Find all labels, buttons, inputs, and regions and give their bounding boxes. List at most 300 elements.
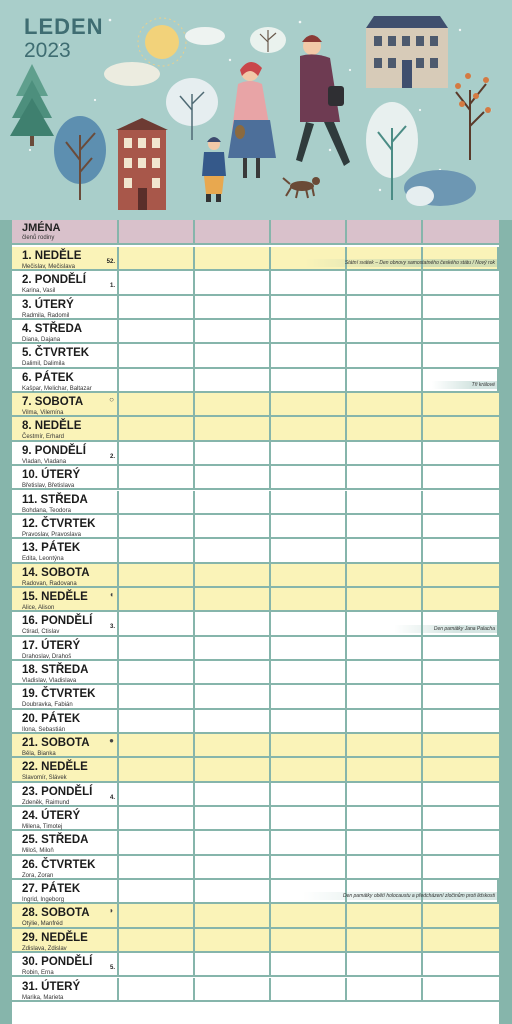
- day-row: [12, 685, 499, 709]
- name-day: Ingrid, Ingeborg: [22, 897, 65, 904]
- moon-phase-icon: ●: [109, 736, 114, 745]
- name-day: Otýlie, Manfréd: [22, 921, 63, 928]
- entry-cell[interactable]: [423, 831, 499, 853]
- entry-cell[interactable]: [423, 466, 499, 488]
- entry-cell[interactable]: [347, 369, 423, 391]
- name-day: Vladislav, Vladislava: [22, 677, 77, 684]
- day-label-cell: [12, 929, 119, 951]
- entry-cell[interactable]: [119, 758, 195, 780]
- entry-cell[interactable]: [271, 904, 347, 926]
- entry-cell[interactable]: [423, 783, 499, 805]
- entry-cell[interactable]: [271, 539, 347, 561]
- family-member-column[interactable]: [271, 220, 347, 243]
- entry-cell[interactable]: [347, 978, 423, 1000]
- entry-cell[interactable]: [347, 856, 423, 878]
- entry-cell[interactable]: [347, 929, 423, 951]
- name-day: Zdeněk, Raimund: [22, 799, 70, 806]
- entry-cell[interactable]: [119, 710, 195, 732]
- day-title: 21. SOBOTA: [22, 737, 90, 749]
- entry-cell[interactable]: [119, 685, 195, 707]
- entry-cell[interactable]: [347, 807, 423, 829]
- entry-cell[interactable]: [347, 417, 423, 439]
- entry-cell[interactable]: [423, 491, 499, 513]
- day-title: 10. ÚTERÝ: [22, 469, 81, 482]
- entry-cell[interactable]: [347, 466, 423, 488]
- table-header-row: [12, 220, 499, 245]
- entry-cell[interactable]: [271, 685, 347, 707]
- entry-cell[interactable]: [119, 344, 195, 366]
- day-title: 5. ČTVRTEK: [22, 347, 90, 360]
- day-row: [12, 320, 499, 344]
- entry-cell[interactable]: [347, 515, 423, 537]
- family-member-column[interactable]: [347, 220, 423, 243]
- day-row: [12, 612, 499, 636]
- entry-cell[interactable]: [195, 758, 271, 780]
- entry-cell[interactable]: [195, 904, 271, 926]
- month-title: [24, 16, 104, 61]
- day-label-cell: [12, 637, 119, 659]
- week-number: 3.: [109, 624, 115, 631]
- entry-cell[interactable]: [119, 807, 195, 829]
- day-label-cell: [12, 417, 119, 439]
- tree-icon: [166, 78, 218, 140]
- name-day: Radmila, Radomil: [22, 312, 70, 319]
- entry-cell[interactable]: [195, 783, 271, 805]
- day-title: 14. SOBOTA: [22, 566, 90, 579]
- names-header-title: JMÉNA: [22, 222, 61, 234]
- day-row: [12, 466, 499, 490]
- entry-cell[interactable]: [119, 271, 195, 293]
- entry-cell[interactable]: [119, 393, 195, 415]
- moon-phase-icon: ○: [109, 395, 114, 405]
- day-label-cell: [12, 369, 119, 391]
- family-member-column[interactable]: [119, 220, 195, 243]
- year: 2023: [24, 39, 71, 62]
- week-number: 4.: [109, 794, 115, 801]
- entry-cell[interactable]: [423, 661, 499, 683]
- entry-cell[interactable]: [195, 807, 271, 829]
- name-day: Vladan, Vladana: [22, 458, 67, 465]
- day-row: [12, 880, 499, 904]
- entry-cell[interactable]: [271, 564, 347, 586]
- entry-cell[interactable]: [195, 539, 271, 561]
- name-day: Diana, Dajana: [22, 337, 61, 344]
- woman-figure-icon: [228, 62, 276, 178]
- entry-cell[interactable]: [119, 661, 195, 683]
- day-label-cell: [12, 320, 119, 342]
- day-row: [12, 904, 499, 928]
- day-title: 13. PÁTEK: [22, 542, 81, 555]
- day-title: 11. STŘEDA: [22, 493, 88, 506]
- entry-cell[interactable]: [195, 661, 271, 683]
- holiday-note: Den památky Jana Palacha: [394, 625, 497, 633]
- day-row: [12, 417, 499, 441]
- week-number: 52.: [106, 259, 115, 265]
- entry-cell[interactable]: [119, 831, 195, 853]
- entry-cell[interactable]: [423, 637, 499, 659]
- day-label-cell: [12, 831, 119, 853]
- day-label-cell: [12, 612, 119, 634]
- name-day: Zora, Zoran: [22, 872, 54, 879]
- day-row: [12, 953, 499, 977]
- day-label-cell: [12, 904, 119, 926]
- pine-tree-icon: [10, 64, 54, 146]
- entry-cell[interactable]: [195, 442, 271, 464]
- house-icon: [366, 16, 448, 88]
- entry-cell[interactable]: [271, 953, 347, 975]
- header-illustration: [0, 0, 512, 220]
- entry-cell[interactable]: [195, 271, 271, 293]
- name-day: Drahoslav, Drahoš: [22, 653, 72, 660]
- entry-cell[interactable]: [119, 491, 195, 513]
- day-label-cell: [12, 466, 119, 488]
- entry-cell[interactable]: [119, 637, 195, 659]
- entry-cell[interactable]: [347, 564, 423, 586]
- entry-cell[interactable]: [195, 491, 271, 513]
- day-label-cell: [12, 271, 119, 293]
- day-row: [12, 758, 499, 782]
- entry-cell[interactable]: [423, 710, 499, 732]
- entry-cell[interactable]: [271, 296, 347, 318]
- entry-cell[interactable]: [119, 904, 195, 926]
- name-day: Pravoslav, Pravoslava: [22, 531, 81, 538]
- day-title: 2. PONDĚLÍ: [22, 274, 86, 287]
- entry-cell[interactable]: [271, 758, 347, 780]
- name-day: Ilona, Sebastián: [22, 726, 66, 733]
- child-figure-icon: [202, 137, 226, 202]
- entry-cell[interactable]: [195, 831, 271, 853]
- name-day: Karina, Vasil: [22, 288, 56, 295]
- name-day: Milena, Timotej: [22, 824, 63, 831]
- moon-phase-icon: ◖: [109, 589, 114, 599]
- day-row: [12, 271, 499, 295]
- name-day: Zdislava, Zdislav: [22, 945, 67, 952]
- entry-cell[interactable]: [195, 417, 271, 439]
- entry-cell[interactable]: [119, 856, 195, 878]
- name-day: Běla, Bianka: [22, 751, 56, 757]
- entry-cell[interactable]: [195, 247, 271, 269]
- entry-cell[interactable]: [423, 904, 499, 926]
- entry-cell[interactable]: [347, 588, 423, 610]
- entry-cell[interactable]: [347, 344, 423, 366]
- day-row: [12, 929, 499, 953]
- day-title: 30. PONDĚLÍ: [22, 956, 93, 969]
- day-label-cell: [12, 807, 119, 829]
- day-title: 25. STŘEDA: [22, 834, 89, 847]
- entry-cell[interactable]: [423, 953, 499, 975]
- entry-cell[interactable]: [195, 734, 271, 756]
- entry-cell[interactable]: [423, 564, 499, 586]
- entry-cell[interactable]: [423, 393, 499, 415]
- holiday-note: Den památky obětí holocaustu a předcházení zločinům proti lidskosti: [303, 892, 497, 900]
- day-title: 4. STŘEDA: [22, 323, 83, 336]
- day-row: [12, 247, 499, 271]
- day-row: [12, 807, 499, 831]
- day-title: 7. SOBOTA: [22, 396, 84, 409]
- day-row: [12, 515, 499, 539]
- tree-icon: [54, 116, 106, 200]
- day-label-cell: [12, 442, 119, 464]
- entry-cell[interactable]: [423, 734, 499, 756]
- day-title: 3. ÚTERÝ: [22, 298, 74, 311]
- entry-cell[interactable]: [271, 734, 347, 756]
- entry-cell[interactable]: [119, 466, 195, 488]
- entry-cell[interactable]: [423, 685, 499, 707]
- day-title: 27. PÁTEK: [22, 883, 81, 896]
- sun-icon: [145, 25, 179, 59]
- entry-cell[interactable]: [195, 856, 271, 878]
- entry-cell[interactable]: [195, 710, 271, 732]
- entry-cell[interactable]: [423, 856, 499, 878]
- entry-cell[interactable]: [119, 588, 195, 610]
- entry-cell[interactable]: [347, 734, 423, 756]
- entry-cell[interactable]: [195, 296, 271, 318]
- entry-cell[interactable]: [347, 685, 423, 707]
- entry-cell[interactable]: [195, 637, 271, 659]
- day-label-cell: [12, 953, 119, 975]
- name-day: Radovan, Radovana: [22, 580, 77, 587]
- entry-cell[interactable]: [423, 588, 499, 610]
- entry-cell[interactable]: [119, 247, 195, 269]
- entry-cell[interactable]: [119, 880, 195, 902]
- entry-cell[interactable]: [271, 856, 347, 878]
- day-row: [12, 491, 499, 515]
- entry-cell[interactable]: [271, 929, 347, 951]
- day-title: 19. ČTVRTEK: [22, 688, 96, 701]
- entry-cell[interactable]: [119, 296, 195, 318]
- entry-cell[interactable]: [195, 978, 271, 1000]
- day-row: [12, 539, 499, 563]
- entry-cell[interactable]: [195, 588, 271, 610]
- day-title: 18. STŘEDA: [22, 663, 89, 676]
- day-label-cell: [12, 734, 119, 756]
- entry-cell[interactable]: [271, 661, 347, 683]
- day-label-cell: [12, 564, 119, 586]
- tree-icon: [455, 73, 491, 160]
- day-label-cell: [12, 491, 119, 513]
- day-title: 26. ČTVRTEK: [22, 858, 96, 871]
- entry-cell[interactable]: [119, 953, 195, 975]
- entry-cell[interactable]: [195, 393, 271, 415]
- day-title: 9. PONDĚLÍ: [22, 444, 86, 457]
- entry-cell[interactable]: [347, 953, 423, 975]
- entry-cell[interactable]: [423, 320, 499, 342]
- day-label-cell: [12, 880, 119, 902]
- entry-cell[interactable]: [119, 734, 195, 756]
- entry-cell[interactable]: [347, 393, 423, 415]
- entry-cell[interactable]: [347, 661, 423, 683]
- name-day: Ctirad, Ctislav: [22, 629, 60, 636]
- entry-cell[interactable]: [423, 515, 499, 537]
- name-day: Dalimil, Dalimila: [22, 361, 65, 368]
- entry-cell[interactable]: [271, 491, 347, 513]
- name-day: Marika, Marieta: [22, 994, 64, 1001]
- day-label-cell: [12, 344, 119, 366]
- entry-cell[interactable]: [271, 466, 347, 488]
- day-row: [12, 637, 499, 661]
- entry-cell[interactable]: [119, 369, 195, 391]
- moon-phase-icon: ◗: [109, 906, 114, 916]
- day-title: 29. NEDĚLE: [22, 931, 88, 944]
- entry-cell[interactable]: [271, 515, 347, 537]
- entry-cell[interactable]: [347, 710, 423, 732]
- entry-cell[interactable]: [195, 369, 271, 391]
- day-row: [12, 344, 499, 368]
- entry-cell[interactable]: [195, 880, 271, 902]
- entry-cell[interactable]: [347, 831, 423, 853]
- day-label-cell: [12, 393, 119, 415]
- entry-cell[interactable]: [271, 417, 347, 439]
- entry-cell[interactable]: [271, 612, 347, 634]
- name-day: Edita, Leontýna: [22, 556, 64, 563]
- name-day: Čestmír, Erhard: [22, 434, 65, 441]
- cloud-icon: [104, 62, 160, 86]
- entry-cell[interactable]: [423, 539, 499, 561]
- day-row: [12, 978, 499, 1002]
- name-day: Robin, Erna: [22, 970, 54, 977]
- day-label-cell: [12, 247, 119, 269]
- entry-cell[interactable]: [347, 320, 423, 342]
- entry-cell[interactable]: [119, 978, 195, 1000]
- day-row: [12, 564, 499, 588]
- entry-cell[interactable]: [195, 612, 271, 634]
- entry-cell[interactable]: [271, 783, 347, 805]
- day-title: 31. ÚTERÝ: [22, 980, 81, 993]
- holiday-note: Státní svátek – Den obnovy samostatného českého státu / Nový rok: [305, 259, 497, 267]
- name-day: Bohdana, Teodora: [22, 507, 71, 514]
- week-number: 1.: [109, 283, 115, 290]
- entry-cell[interactable]: [271, 271, 347, 293]
- day-row: [12, 783, 499, 807]
- entry-cell[interactable]: [119, 612, 195, 634]
- entry-cell[interactable]: [271, 442, 347, 464]
- names-header-subtitle: členů rodiny: [22, 235, 55, 241]
- entry-cell[interactable]: [119, 539, 195, 561]
- day-row: [12, 710, 499, 734]
- entry-cell[interactable]: [347, 758, 423, 780]
- entry-cell[interactable]: [271, 807, 347, 829]
- day-row: [12, 661, 499, 685]
- day-title: 15. NEDĚLE: [22, 590, 88, 603]
- entry-cell[interactable]: [119, 929, 195, 951]
- entry-cell[interactable]: [423, 442, 499, 464]
- entry-cell[interactable]: [271, 710, 347, 732]
- entry-cell[interactable]: [195, 344, 271, 366]
- dog-icon: [283, 177, 320, 198]
- entry-cell[interactable]: [119, 515, 195, 537]
- day-title: 8. NEDĚLE: [22, 420, 82, 433]
- entry-cell[interactable]: [347, 296, 423, 318]
- day-label-cell: [12, 856, 119, 878]
- day-row: [12, 856, 499, 880]
- entry-cell[interactable]: [271, 637, 347, 659]
- entry-cell[interactable]: [195, 320, 271, 342]
- day-title: 28. SOBOTA: [22, 907, 90, 920]
- day-label-cell: [12, 539, 119, 561]
- day-title: 23. PONDĚLÍ: [22, 785, 93, 798]
- day-row: [12, 831, 499, 855]
- entry-cell[interactable]: [347, 904, 423, 926]
- day-label-cell: [12, 685, 119, 707]
- entry-cell[interactable]: [119, 783, 195, 805]
- day-title: 16. PONDĚLÍ: [22, 615, 93, 628]
- entry-cell[interactable]: [271, 344, 347, 366]
- entry-cell[interactable]: [195, 929, 271, 951]
- day-label-cell: [12, 296, 119, 318]
- entry-cell[interactable]: [195, 953, 271, 975]
- day-title: 1. NEDĚLE: [22, 250, 82, 262]
- entry-cell[interactable]: [347, 491, 423, 513]
- month-name: LEDEN: [24, 14, 104, 39]
- entry-cell[interactable]: [347, 783, 423, 805]
- holiday-note: Tři králové: [432, 381, 497, 389]
- name-day: Vilma, Vilemína: [22, 410, 64, 417]
- entry-cell[interactable]: [195, 515, 271, 537]
- day-row: [12, 442, 499, 466]
- day-row: [12, 588, 499, 612]
- entry-cell[interactable]: [423, 271, 499, 293]
- entry-cell[interactable]: [119, 320, 195, 342]
- day-label-cell: [12, 515, 119, 537]
- entry-cell[interactable]: [271, 831, 347, 853]
- day-row: [12, 393, 499, 417]
- entry-cell[interactable]: [195, 466, 271, 488]
- day-label-cell: [12, 588, 119, 610]
- entry-cell[interactable]: [271, 978, 347, 1000]
- day-row: [12, 734, 499, 758]
- entry-cell[interactable]: [423, 296, 499, 318]
- entry-cell[interactable]: [195, 685, 271, 707]
- entry-cell[interactable]: [423, 978, 499, 1000]
- entry-cell[interactable]: [195, 564, 271, 586]
- week-number: 5.: [109, 965, 115, 972]
- day-label-cell: [12, 710, 119, 732]
- man-figure-icon: [296, 35, 350, 166]
- entry-cell[interactable]: [119, 564, 195, 586]
- name-day: Kašpar, Melichar, Baltazar: [22, 385, 92, 392]
- entry-cell[interactable]: [119, 442, 195, 464]
- day-row: [12, 296, 499, 320]
- entry-cell[interactable]: [423, 417, 499, 439]
- entry-cell[interactable]: [271, 369, 347, 391]
- entry-cell[interactable]: [347, 442, 423, 464]
- family-member-column[interactable]: [195, 220, 271, 243]
- names-header-cell: [12, 220, 119, 243]
- day-title: 17. ÚTERÝ: [22, 639, 81, 652]
- entry-cell[interactable]: [271, 588, 347, 610]
- day-label-cell: [12, 783, 119, 805]
- entry-cell[interactable]: [271, 393, 347, 415]
- entry-cell[interactable]: [347, 637, 423, 659]
- entry-cell[interactable]: [271, 320, 347, 342]
- family-member-column[interactable]: [423, 220, 499, 243]
- day-title: 22. NEDĚLE: [22, 761, 88, 774]
- entry-cell[interactable]: [423, 807, 499, 829]
- entry-cell[interactable]: [423, 758, 499, 780]
- entry-cell[interactable]: [423, 929, 499, 951]
- name-day: Miloš, Miloň: [22, 848, 54, 855]
- calendar-table: [12, 220, 499, 1024]
- day-title: 20. PÁTEK: [22, 712, 81, 725]
- entry-cell[interactable]: [423, 344, 499, 366]
- entry-cell[interactable]: [119, 417, 195, 439]
- day-label-cell: [12, 661, 119, 683]
- cloud-icon: [185, 27, 225, 45]
- day-row: [12, 369, 499, 393]
- entry-cell[interactable]: [347, 271, 423, 293]
- entry-cell[interactable]: [347, 539, 423, 561]
- name-day: Břetislav, Břetislava: [22, 483, 75, 490]
